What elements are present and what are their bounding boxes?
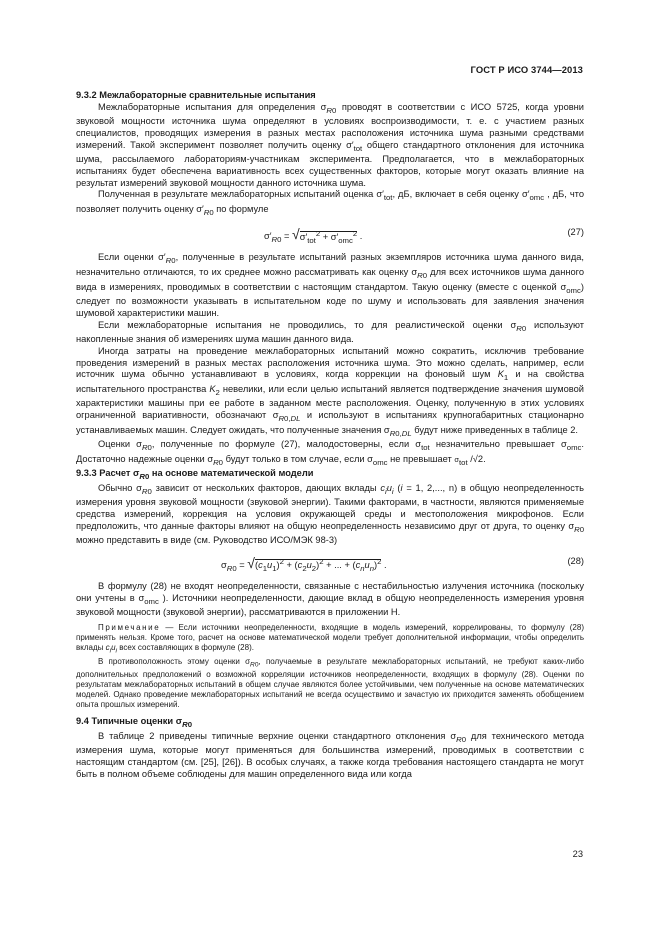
paragraph: Если межлабораторные испытания не проводились, то для реалистической оценки $\sigma_{R0}$ используют накопленные знания об измерениях шума машин данного вида. bbox=[76, 319, 585, 345]
paragraph: В таблице 2 приведены типичные верхние оценки стандартного отклонения $\sigma_{R0}$ для технического метода измерения шума, которые могут применяться для большинства измерений, проводимых в соответствии с настоящим стандартом (см. [25], [26]). В особых случаях, а также когда требования настоящего стандарта не могут быть в полном объеме соблюдены для машин определенного вида или когда bbox=[76, 730, 584, 779]
paragraph: Иногда затраты на проведение межлабораторных испытаний можно сократить, исключив требование проведения измерений в разных местах расположения источника шума. Это можно сделать, например, если источник шума обычно устанавливают в условиях, когда коррекции на фоновый шум $K_1$ и на свойства испытательного пространства $K_2$ невелики, или если целью испытаний является подтверждение значения шумовой характеристики машины при ее работе в заданном месте расположения. Оценку, полученную в этих условиях ограниченной вариативности, обозначают $\sigma_{R0,DL}$ и используют в испытаниях крупногабаритных стационарно устанавливаемых машин. Следует ожидать, что полученные значения $\sigma_{R0,DL}$ будут ниже приведенных в таблице 2. bbox=[76, 345, 584, 438]
section-9-3-3-title: 9.3.3 Расчет $\sigma_{R0}$ на основе математической модели bbox=[76, 468, 314, 482]
note-paragraph: Примечание — Если источники неопределенности, входящие в модель измерений, коррелированы, то формулу (28) применять нельзя. Кроме того, расчет на основе математической модели требует дополнительной информации, чтобы определить вклады $c_iu_i$ всех составляющих в формуле (28). bbox=[76, 623, 584, 655]
formula-28-number: (28) bbox=[567, 556, 584, 567]
section-9-3-2-title: 9.3.2 Межлабораторные сравнительные испытания bbox=[76, 90, 316, 100]
formula-27-expression: $\sigma'_{R0} = √\sigma'_{tot}^2 + \sigma'_{omc}^2$ . bbox=[264, 226, 363, 245]
note-paragraph: В противоположность этому оценки $\sigma_{R0}$, получаемые в результате межлабораторных испытаний, не требуют каких-либо дополнительных предположений о возможной корреляции источников неопределенности, входящих в формулу (28). Оценки по результатам межлабораторных испытаний в общем случае являются более устойчивыми, чем полученные на основе математических моделей. Однако проведение межлабораторных испытаний не всегда осуществимо и зачастую их приходится заменять обобщением опыта прошлых измерений. bbox=[76, 656, 584, 710]
formula-28-expression: $\sigma_{R0} = √(c_1u_1)^2 + (c_2u_2)^2$ + ... + $(c_nu_n)^2$ . bbox=[221, 555, 387, 574]
formula-28 bbox=[76, 553, 584, 575]
section-9-4-title: 9.4 Типичные оценки $\sigma_{R0}$ bbox=[76, 716, 192, 730]
formula-27 bbox=[76, 224, 584, 246]
page-body bbox=[76, 90, 584, 781]
paragraph: Полученная в результате межлабораторных испытаний оценка $\sigma'_{tot}$, дБ, включает в себя оценку $\sigma'_{omc}$ , дБ, что позволяет получить оценку $\sigma'_{R0}$ по формуле bbox=[76, 189, 584, 217]
paragraph: Оценки $\sigma_{R0}$, полученные по формуле (27), малодостоверны, если $\sigma_{tot}$ незначительно превышает $\sigma_{omc}$. Достаточно надежные оценки $\sigma_{R0}$ будут только в том случае, если $\sigma_{omc}$ не превышает $\sigma_{tot}$ /√2. bbox=[76, 439, 585, 467]
note-block bbox=[76, 623, 584, 710]
paragraph: Если оценки $\sigma'_{R0}$, полученные в результате испытаний разных экземпляров источника шума данного вида, незначительно отличаются, то их среднее можно рассматривать как оценку $\sigma_{R0}$ для всех источников шума данного вида в измерениях, проводимых в соответствии с настоящим стандартом. Такую оценку (вместе с оценкой $\sigma_{omc}$) следует по возможности указывать в испытательном коде по шуму и использовать для заявления значения шумовой характеристики машин. bbox=[76, 252, 584, 318]
paragraph: Межлабораторные испытания для определения $\sigma_{R0}$ проводят в соответствии с ИСО 5725, когда уровни звуковой мощности источника шума определяют в условиях воспроизводимости, т. е. с участием разных специалистов, проводящих измерения в разных местах расположения источника шума разными средствами измерений. Такой эксперимент позволяет получить оценку $\sigma'_{tot}$ общего стандартного отклонения для источника шума, рассылаемого лабораториям-участникам эксперимента. Предполагается, что в межлабораторных испытаниях будет обеспечена вариативность всех существенных факторов, которые могут оказать влияние на результат измерений звуковой мощности данного источника шума. bbox=[76, 101, 585, 188]
note-label: Примечание bbox=[98, 623, 161, 633]
formula-27-number: (27) bbox=[567, 227, 584, 238]
paragraph: Обычно $\sigma_{R0}$ зависит от нескольких факторов, дающих вклады $c_iu_i$ (i = 1, 2,..., n) в общую неопределенность измерения уровня звуковой мощности (звуковой энергии). Такими факторами, в частности, являются применяемые средства измерений, коррекция на условия окружающей среды и местоположения микрофонов. Если предположить, что данные факторы влияют на общую неопределенность независимо друг от друга, то оценку $\sigma_{R0}$ можно представить в виде (см. Руководство ИСО/МЭК 98-3) bbox=[76, 482, 584, 546]
standard-header: ГОСТ Р ИСО 3744—2013 bbox=[470, 64, 583, 75]
page-number: 23 bbox=[572, 849, 583, 859]
paragraph: В формулу (28) не входят неопределенности, связанные с нестабильностью излучения источника (поскольку они учтены в $\sigma_{omc}$ ). Источники неопределенности, дающие вклад в общую неопределенность измерения уровня звуковой мощности (звуковой энергии), рассматриваются в приложении Н. bbox=[76, 581, 584, 618]
